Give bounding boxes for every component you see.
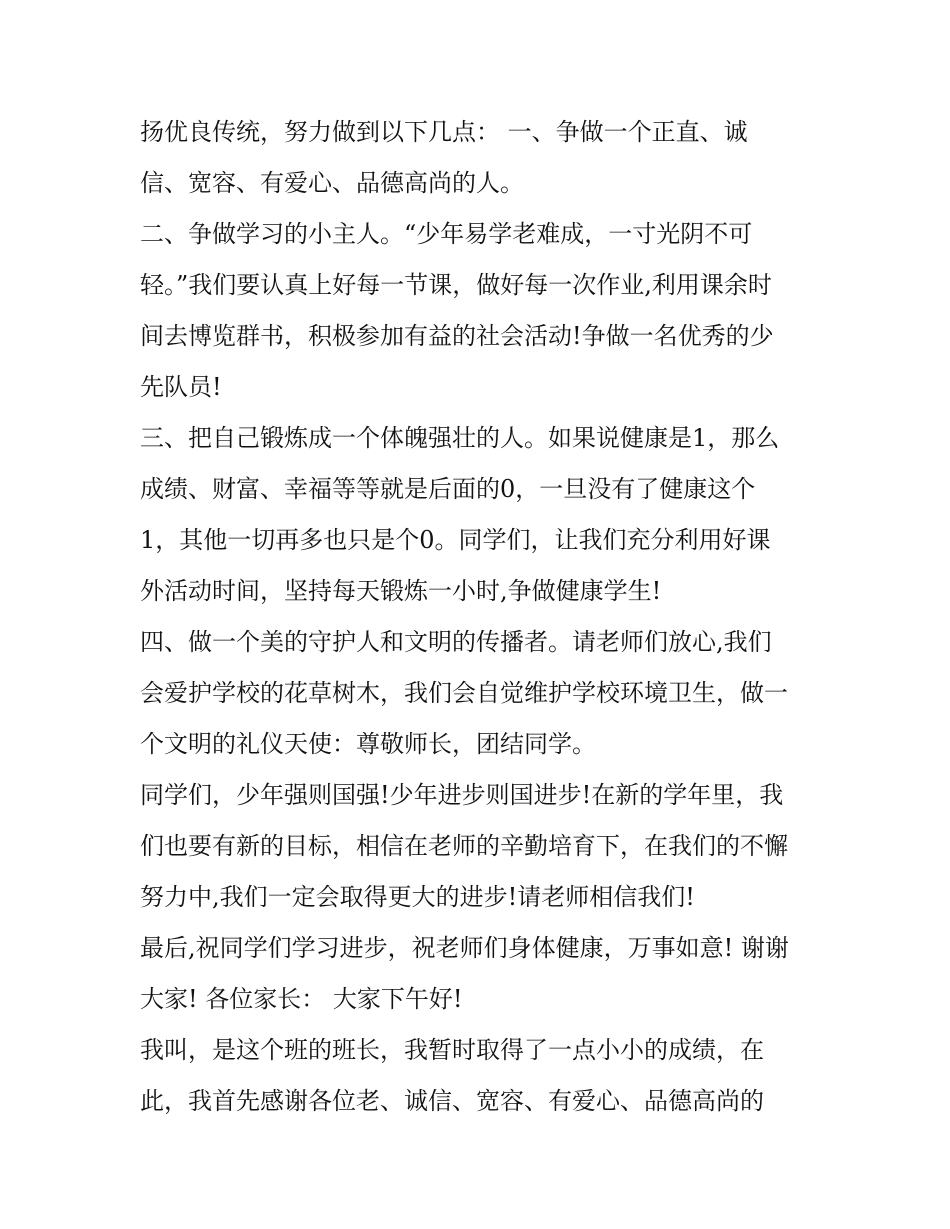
- text-line: 大家! 各位家长： 大家下午好!: [140, 985, 463, 1013]
- text-line: 间去博览群书，积极参加有益的社会活动!争做一名优秀的少: [140, 322, 774, 350]
- text-line: 先队员!: [140, 373, 222, 401]
- text-line: 成绩、财富、幸福等等就是后面的0，一旦没有了健康这个: [140, 475, 756, 503]
- text-line: 个文明的礼仪天使：尊敬师长，团结同学。: [140, 730, 596, 758]
- text-line: 会爱护学校的花草树木，我们会自觉维护学校环境卫生，做一: [140, 679, 788, 707]
- text-line: 最后,祝同学们学习进步，祝老师们身体健康，万事如意! 谢谢: [140, 934, 789, 962]
- text-line: 扬优良传统，努力做到以下几点： 一、争做一个正直、诚: [140, 118, 748, 146]
- text-line: 外活动时间，坚持每天锻炼一小时,争做健康学生!: [140, 577, 662, 605]
- text-line: 们也要有新的目标，相信在老师的辛勤培育下，在我们的不懈: [140, 832, 788, 860]
- text-line: 同学们，少年强则国强!少年进步则国进步!在新的学年里，我: [140, 781, 784, 809]
- text-line: 二、争做学习的小主人。“少年易学老难成，一寸光阴不可: [140, 220, 753, 248]
- text-line: 1，其他一切再多也只是个0。同学们，让我们充分利用好课: [140, 526, 771, 554]
- text-line: 此，我首先感谢各位老、诚信、宽容、有爱心、品德高尚的: [140, 1087, 764, 1115]
- text-line: 轻。”我们要认真上好每一节课，做好每一次作业,利用课余时: [140, 271, 772, 299]
- text-line: 信、宽容、有爱心、品德高尚的人。: [140, 169, 524, 197]
- text-line: 三、把自己锻炼成一个体魄强壮的人。如果说健康是1，那么: [140, 424, 780, 452]
- text-line: 努力中,我们一定会取得更大的进步!请老师相信我们!: [140, 883, 695, 911]
- text-line: 我叫，是这个班的班长，我暂时取得了一点小小的成绩，在: [140, 1036, 764, 1064]
- document-body: [140, 107, 830, 1127]
- text-line: 四、做一个美的守护人和文明的传播者。请老师们放心,我们: [140, 628, 772, 656]
